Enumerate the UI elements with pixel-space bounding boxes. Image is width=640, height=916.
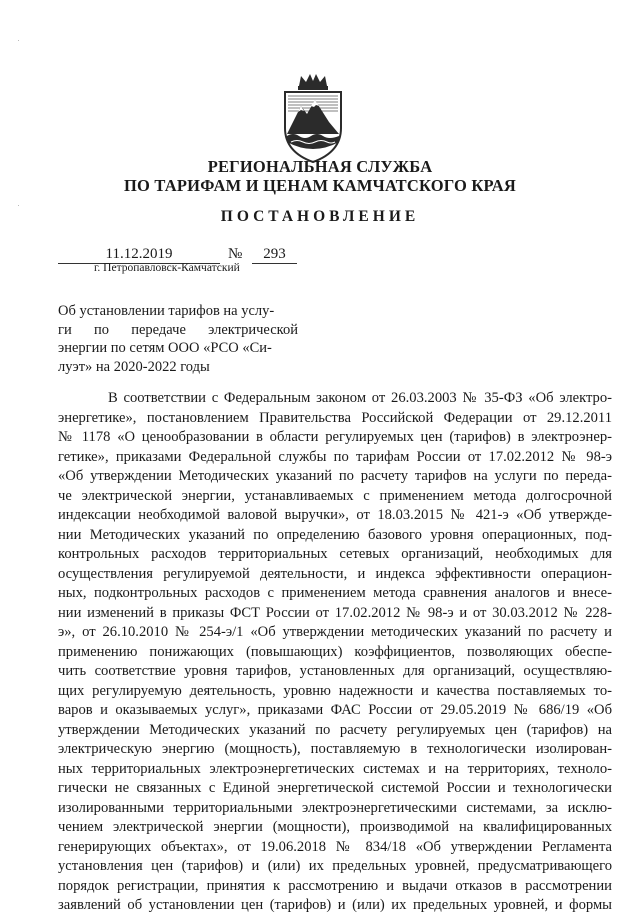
body-line: применению понижающих (повышающих) коэффициентов, позволяющих обеспе- (58, 643, 612, 660)
body-line: «Об утверждении Методических указаний по расчету тарифов на услуги по переда- (58, 468, 612, 484)
body-line: энергетике», постановлением Правительства Российской Федерации от 29.12.2011 (58, 409, 612, 426)
body-line: установления цен (тарифов) и (или) их предельных уровней, предусматривающего (58, 858, 612, 874)
body-line: генерирующих объектах», от 19.06.2018 № 834/18 «Об утверждении Регламента (58, 838, 612, 855)
body-line: заявлений об установлении цен (тарифов) и (или) их предельных уровней, и формы (58, 897, 612, 913)
document-type-heading: ПОСТАНОВЛЕНИЕ (220, 208, 420, 225)
body-line: порядок регистрации, принятия к рассмотрению и выдачи отказов в рассмотрении (58, 877, 612, 894)
body-line: нии Методических указаний по определению базового уровня операционных, под- (58, 526, 612, 543)
document-body (58, 389, 612, 916)
body-line: осуществления регулируемой деятельности, и индекса эффективности операцион- (58, 565, 612, 582)
body-line: гетике», приказами Федеральной службы по тарифам России от 17.02.2012 № 98-э (58, 448, 612, 465)
number-sign: № (228, 246, 243, 262)
body-line: че электрической энергии, устанавливаемых с применением метода долгосрочной (58, 487, 612, 504)
scan-mark (18, 40, 19, 41)
document-number: 293 (252, 245, 297, 264)
title-line: энергии по сетям ООО «РСО «Си- (58, 340, 272, 357)
body-line: утверждении Методических указаний по расчету регулируемых цен (тарифов) на (58, 721, 612, 738)
body-line: ных территориальных электроэнергетических системах и на территориях, техноло- (58, 760, 612, 777)
body-line: электрическую энергию (мощность), поставляемую в технологически изолирован- (58, 741, 612, 757)
body-line: изолированными территориальными электроэнергетическими системами, за исклю- (58, 799, 612, 816)
title-line: луэт» на 2020-2022 годы (58, 358, 210, 375)
document-city: г. Петропавловск-Камчатский (94, 262, 240, 274)
title-line: ги по передаче электрической (58, 321, 298, 338)
body-line: варов и оказываемых услуг», приказами ФАС России от 29.05.2019 № 686/19 «Об (58, 702, 612, 718)
body-line: ных, подконтрольных расходов с применением метода сравнения аналогов и внесе- (58, 585, 612, 601)
body-line: контрольных расходов территориальных сетевых организаций, необходимых для (58, 546, 612, 562)
body-line: щих регулируемую деятельность, уровню надежности и качества поставляемых то- (58, 682, 612, 699)
organization-name-line-1: РЕГИОНАЛЬНАЯ СЛУЖБА (207, 157, 433, 176)
document-title (58, 302, 298, 376)
body-line: гически не связанных с Единой энергетической системой России и технологически (58, 780, 612, 796)
organization-name-line-2: ПО ТАРИФАМ И ЦЕНАМ КАМЧАТСКОГО КРАЯ (124, 176, 516, 195)
body-line: индексации необходимой валовой выручки», от 18.03.2015 № 421-э «Об утвержде- (58, 507, 612, 523)
body-line: нии изменений в приказы ФСТ России от 17.02.2012 № 98-э и от 30.03.2012 № 228- (58, 604, 612, 621)
scan-mark (18, 205, 19, 206)
body-line: В соответствии с Федеральным законом от 26.03.2003 № 35-ФЗ «Об электро- (108, 390, 612, 406)
title-line: Об установлении тарифов на услу- (58, 303, 275, 319)
document-date: 11.12.2019 (58, 245, 220, 264)
coat-of-arms-kamchatka-icon (277, 72, 349, 164)
body-line: чить соответствие уровня тарифов, установленных для организаций, осуществляю- (58, 663, 612, 679)
body-line: № 1178 «О ценообразовании в области регулируемых цен (тарифов) в электроэнер- (58, 429, 612, 445)
body-line: чением электрической энергии (мощности), производимой на квалифицированных (58, 819, 612, 835)
body-line: э», от 26.10.2010 № 254-э/1 «Об утверждении методических указаний по расчету и (58, 624, 612, 640)
